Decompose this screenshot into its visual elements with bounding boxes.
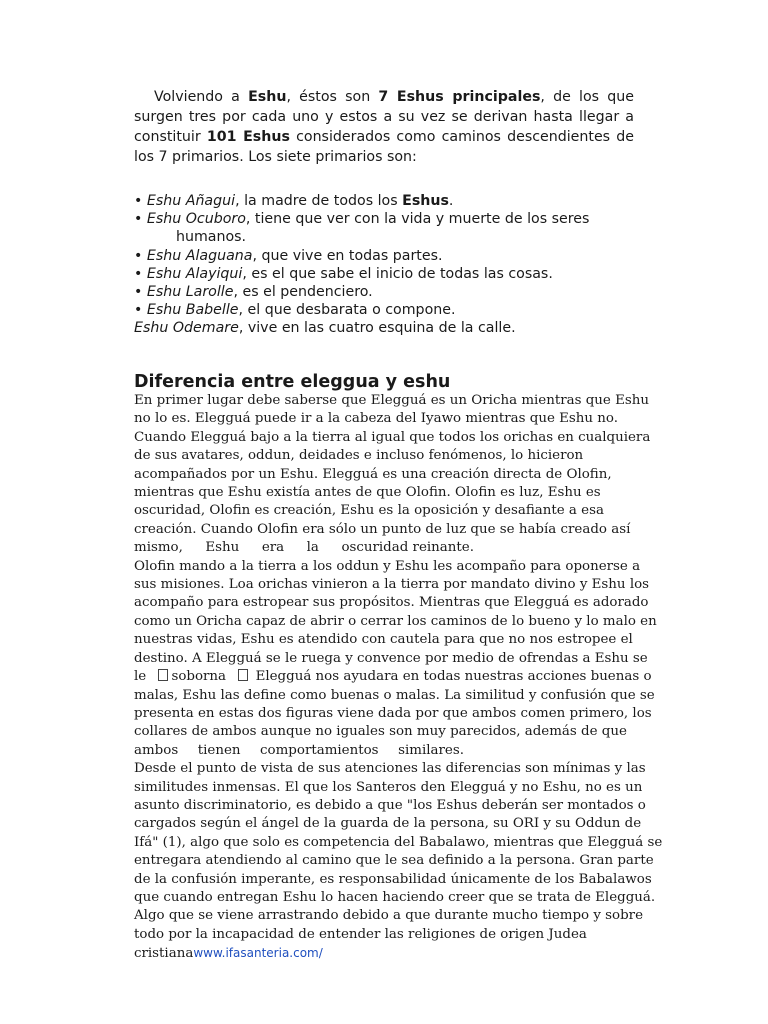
list-item: • Eshu Ocuboro, tiene que ver con la vida y muerte de los seres humanos. bbox=[134, 211, 590, 246]
list-item: Eshu Odemare, vive en las cuatro esquina de la calle. bbox=[134, 320, 516, 337]
eshu-name: Eshu Larolle bbox=[146, 284, 234, 301]
list-item: • Eshu Alayiqui, es el que sabe el inicio de todas las cosas. bbox=[134, 265, 553, 282]
intro-text: , de los que surgen tres por cada uno y estos a su vez se derivan hasta llegar a constituir bbox=[134, 89, 635, 145]
body-text: En primer lugar debe saberse que Elegguá es un Oricha mientras que Eshu no lo es. Elegguá puede ir a la cabeza del Iyawo mientras que Eshu no. Cuando Elegguá bajo a la tierra al igual que todos los orichas en cualquiera de sus avatares, oddun, deidades e incluso fenómenos, lo hicieron acompañados por un Eshu. Elegguá es una creación directa de Olofin, mientras que Eshu existía antes de que Olofin. Olofin es luz, Eshu es oscuridad, Olofin es creación, Eshu es la oposición y desafiante a esa creación. Cuando Olofin era sólo un punto de luz que se había creado así mismo, Eshu era la oscuridad reinante. Olofin mando a la tierra a los oddun y Eshu les acompaño para oponerse a sus misiones. Loa orichas vinieron a la tierra por mandato divino y Eshu los acompaño para estropear sus propósitos. Mientras que Elegguá es adorado como un Oricha capaz de abrir o cerrar los caminos de lo bueno y lo malo en nuestras vidas, Eshu es atendido con cautela para que no nos estropee el destino. A Elegguá se le ruega y convence por medio de ofrendas a Eshu se le soborna Elegguá nos ayudara en todas nuestras acciones buenas o malas, Eshu las define como buenas o malas. La similitud y confusión que se presenta en estas dos figuras viene dada por que ambos comen primero, los collares de ambos aunque no iguales son muy parecidos, además de que ambos tienen comportamientos similares. Desde el punto de vista de sus atenciones las diferencias son mínimas y las similitudes inmensas. El que los Santeros den Elegguá y no Eshu, no es un asunto discriminatorio, es debido a que "los Eshus deberán ser montados o cargados según el ángel de la guarda de la persona, su ORI y su Oddun de Ifá" (1), algo que solo es competencia del Babalawo, mientras que Elegguá se entregara atendiendo al camino que le sea definido a la persona. Gran parte de la confusión imperante, es responsabilidad únicamente de los Babalawos que cuando entregan Eshu lo hacen haciendo creer que se trata de Elegguá. Algo que se viene arrastrando debido a que durante mucho tiempo y sobre todo por la incapacidad de entender las religiones de origen Judea cristianawww.ifasanteria.com/ bbox=[134, 393, 663, 962]
eshu-name: Eshu Odemare bbox=[134, 320, 239, 337]
section-heading: Diferencia entre eleggua y eshu bbox=[134, 372, 451, 392]
list-item: • Eshu Añagui, la madre de todos los Eshus. bbox=[134, 193, 454, 209]
eshu-name: Eshu Añagui bbox=[146, 193, 236, 209]
eshu-name: Eshu Ocuboro bbox=[146, 211, 246, 228]
list-item: • Eshu Alaguana, que vive en todas partes. bbox=[134, 247, 443, 264]
list-item: • Eshu Larolle, es el pendenciero. bbox=[134, 284, 373, 301]
intro-bold-101-eshus: 101 Eshus bbox=[206, 129, 290, 145]
eshu-name: Eshu Alayiqui bbox=[146, 265, 243, 282]
eshu-name: Eshu Babelle bbox=[146, 302, 239, 319]
missing-glyph-icon bbox=[238, 669, 248, 681]
intro-bold-seven-eshus: 7 Eshus principales bbox=[378, 89, 541, 105]
missing-glyph-icon bbox=[158, 669, 168, 681]
intro-paragraph bbox=[134, 87, 634, 167]
intro-text: , éstos son bbox=[286, 89, 379, 105]
intro-bold-eshu: Eshu bbox=[248, 89, 287, 105]
intro-text: Volviendo a bbox=[154, 89, 249, 105]
intro-text: considerados como caminos descendientes de los 7 primarios. Los siete primarios son: bbox=[134, 129, 634, 165]
source-link[interactable]: www.ifasanteria.com/ bbox=[193, 946, 323, 961]
eshu-name: Eshu Alaguana bbox=[146, 247, 253, 264]
eshu-list bbox=[134, 192, 634, 338]
list-item: • Eshu Babelle, el que desbarata o compone. bbox=[134, 302, 456, 319]
